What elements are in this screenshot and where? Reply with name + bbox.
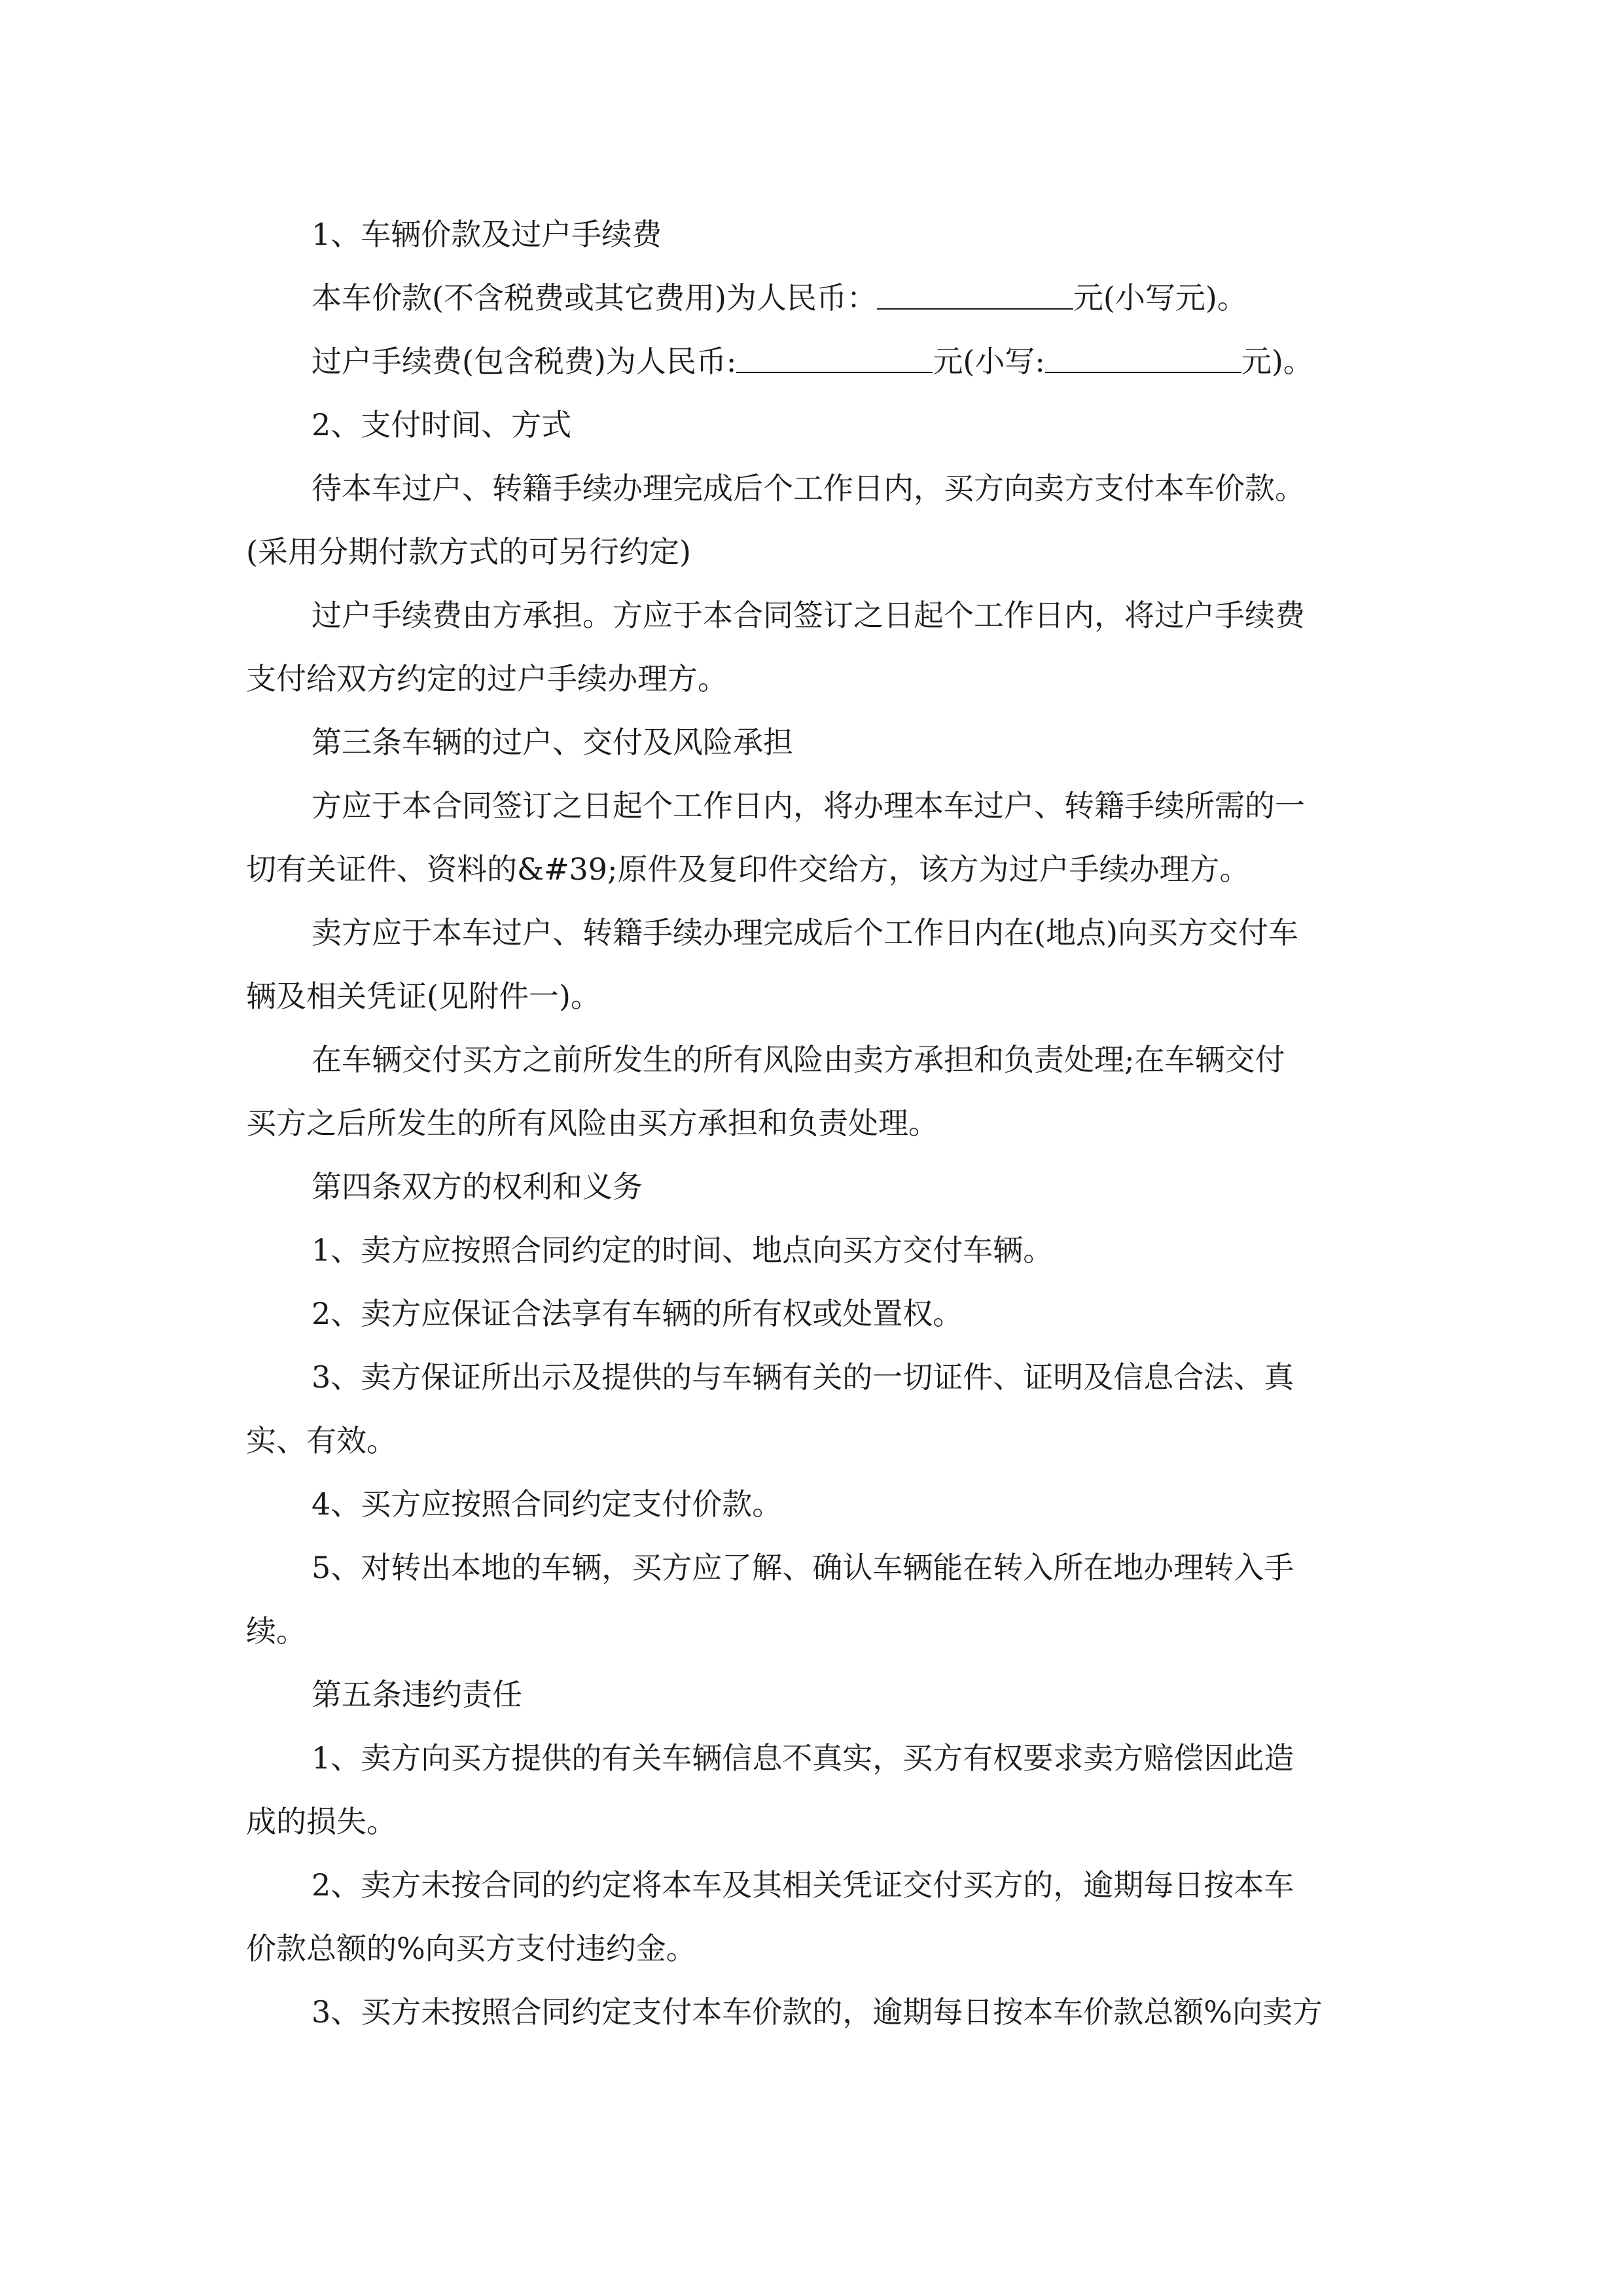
price-blank [877, 282, 1073, 310]
section-heading: 第四条双方的权利和义务 [312, 1169, 643, 1204]
paragraph: (采用分期付款方式的可另行约定) [246, 534, 691, 569]
section-heading: 第三条车辆的过户、交付及风险承担 [312, 725, 793, 760]
paragraph: 买方之后所发生的所有风险由买方承担和负责处理。 [246, 1105, 938, 1141]
section-heading: 第五条违约责任 [312, 1677, 522, 1712]
price-line [246, 266, 1418, 330]
fee-blank [736, 346, 933, 373]
price-label: 本车价款(不含税费或其它费用)为人民币： [312, 280, 877, 315]
paragraph: 卖方应于本车过户、转籍手续办理完成后个工作日内在(地点)向买方交付车 [312, 915, 1298, 950]
price-unit: 元(小写元)。 [1073, 280, 1247, 315]
paragraph: 续。 [246, 1613, 306, 1649]
paragraph: 切有关证件、资料的&#39;原件及复印件交给方，该方为过户手续办理方。 [246, 852, 1250, 887]
fee-small-blank [1045, 346, 1241, 373]
fee-unit: 元(小写: [933, 344, 1045, 379]
paragraph: 1、卖方应按照合同约定的时间、地点向买方交付车辆。 [312, 1232, 1054, 1268]
paragraph: 5、对转出本地的车辆，买方应了解、确认车辆能在转入所在地办理转入手 [312, 1550, 1294, 1585]
paragraph: 4、买方应按照合同约定支付价款。 [312, 1486, 783, 1522]
paragraph: 过户手续费由方承担。方应于本合同签订之日起个工作日内，将过户手续费 [312, 598, 1305, 633]
paragraph: 3、买方未按照合同约定支付本车价款的，逾期每日按本车价款总额%向卖方 [312, 1994, 1323, 2030]
document-body [246, 203, 1418, 2044]
paragraph: 待本车过户、转籍手续办理完成后个工作日内，买方向卖方支付本车价款。 [312, 471, 1305, 506]
paragraph: 价款总额的%向买方支付违约金。 [246, 1931, 696, 1966]
paragraph: 支付给双方约定的过户手续办理方。 [246, 661, 728, 696]
paragraph: 成的损失。 [246, 1804, 397, 1839]
paragraph: 2、卖方应保证合法享有车辆的所有权或处置权。 [312, 1296, 963, 1331]
paragraph: 2、支付时间、方式 [312, 407, 572, 442]
paragraph: 辆及相关凭证(见附件一)。 [246, 978, 601, 1014]
paragraph: 1、车辆价款及过户手续费 [312, 217, 662, 252]
paragraph: 实、有效。 [246, 1423, 397, 1458]
paragraph: 1、卖方向买方提供的有关车辆信息不真实，买方有权要求卖方赔偿因此造 [312, 1740, 1294, 1776]
paragraph: 方应于本合同签订之日起个工作日内，将办理本车过户、转籍手续所需的一 [312, 788, 1305, 823]
fee-label: 过户手续费(包含税费)为人民币: [312, 344, 737, 379]
fee-end: 元)。 [1241, 344, 1313, 379]
paragraph: 2、卖方未按合同的约定将本车及其相关凭证交付买方的，逾期每日按本车 [312, 1867, 1294, 1903]
fee-line [246, 330, 1418, 393]
paragraph: 在车辆交付买方之前所发生的所有风险由卖方承担和负责处理;在车辆交付 [312, 1042, 1285, 1077]
paragraph: 3、卖方保证所出示及提供的与车辆有关的一切证件、证明及信息合法、真 [312, 1359, 1294, 1395]
